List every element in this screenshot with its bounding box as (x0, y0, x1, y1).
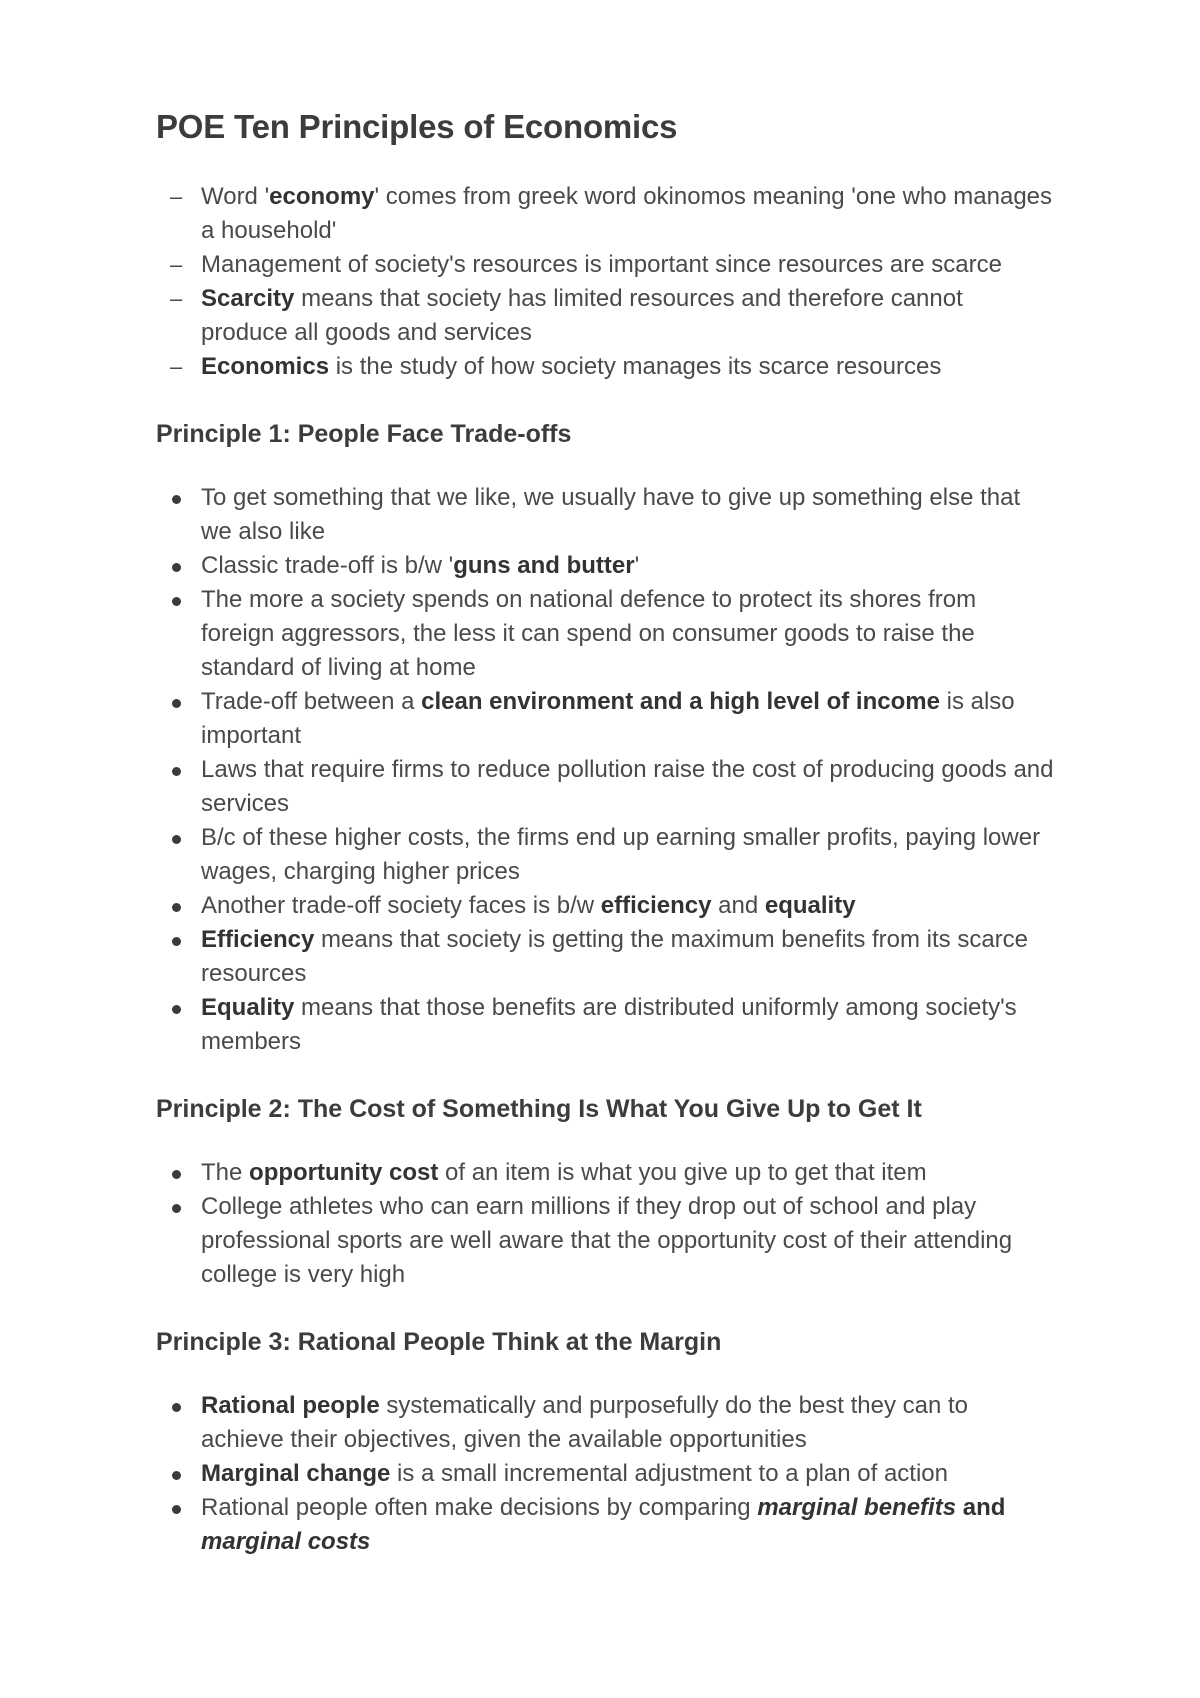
list-item: Rational people often make decisions by comparing marginal benefits and marginal costs (156, 1491, 1056, 1559)
list-item: Another trade-off society faces is b/w efficiency and equality (156, 889, 1056, 923)
list-item: To get something that we like, we usually have to give up something else that we also like (156, 481, 1056, 549)
list-item: Classic trade-off is b/w 'guns and butter' (156, 549, 1056, 583)
list-item: – Word 'economy' comes from greek word okinomos meaning 'one who manages a household' (156, 180, 1056, 248)
principle-3-list (156, 1389, 1056, 1559)
bullet-icon (172, 1471, 181, 1480)
list-item: Rational people systematically and purposefully do the best they can to achieve their objectives, given the available opportunities (156, 1389, 1056, 1457)
dash-icon: – (170, 184, 183, 209)
list-item: Marginal change is a small incremental adjustment to a plan of action (156, 1457, 1056, 1491)
bullet-icon (172, 767, 181, 776)
page-title: POE Ten Principles of Economics (156, 108, 678, 145)
bullet-icon (172, 563, 181, 572)
intro-list (156, 180, 1056, 384)
list-item: Equality means that those benefits are distributed uniformly among society's members (156, 991, 1056, 1059)
bullet-icon (172, 495, 181, 504)
list-item: The more a society spends on national defence to protect its shores from foreign aggressors, the less it can spend on consumer goods to raise the standard of living at home (156, 583, 1056, 685)
bullet-icon (172, 699, 181, 708)
dash-icon: – (170, 252, 183, 277)
list-item: – Economics is the study of how society manages its scarce resources (156, 350, 1056, 384)
dash-icon: – (170, 286, 183, 311)
section-heading-principle-3: Principle 3: Rational People Think at the Margin (156, 1328, 722, 1356)
principle-1-list (156, 481, 1056, 1059)
section-heading-principle-2: Principle 2: The Cost of Something Is What You Give Up to Get It (156, 1095, 922, 1123)
bullet-icon (172, 597, 181, 606)
list-item: Trade-off between a clean environment and a high level of income is also important (156, 685, 1056, 753)
bullet-icon (172, 1403, 181, 1412)
bullet-icon (172, 1005, 181, 1014)
bullet-icon (172, 835, 181, 844)
dash-icon: – (170, 354, 183, 379)
bullet-icon (172, 1204, 181, 1213)
list-item: The opportunity cost of an item is what you give up to get that item (156, 1156, 1056, 1190)
bullet-icon (172, 903, 181, 912)
list-item: Laws that require firms to reduce pollution raise the cost of producing goods and services (156, 753, 1056, 821)
section-heading-principle-1: Principle 1: People Face Trade-offs (156, 420, 572, 448)
list-item: Efficiency means that society is getting the maximum benefits from its scarce resources (156, 923, 1056, 991)
bullet-icon (172, 1505, 181, 1514)
principle-2-list (156, 1156, 1056, 1292)
list-item: – Management of society's resources is important since resources are scarce (156, 248, 1056, 282)
bullet-icon (172, 1170, 181, 1179)
list-item: College athletes who can earn millions if they drop out of school and play professional sports are well aware that the opportunity cost of their attending college is very high (156, 1190, 1056, 1292)
list-item: B/c of these higher costs, the firms end up earning smaller profits, paying lower wages, charging higher prices (156, 821, 1056, 889)
document-content (156, 108, 1056, 1559)
bullet-icon (172, 937, 181, 946)
list-item: – Scarcity means that society has limited resources and therefore cannot produce all goods and services (156, 282, 1056, 350)
